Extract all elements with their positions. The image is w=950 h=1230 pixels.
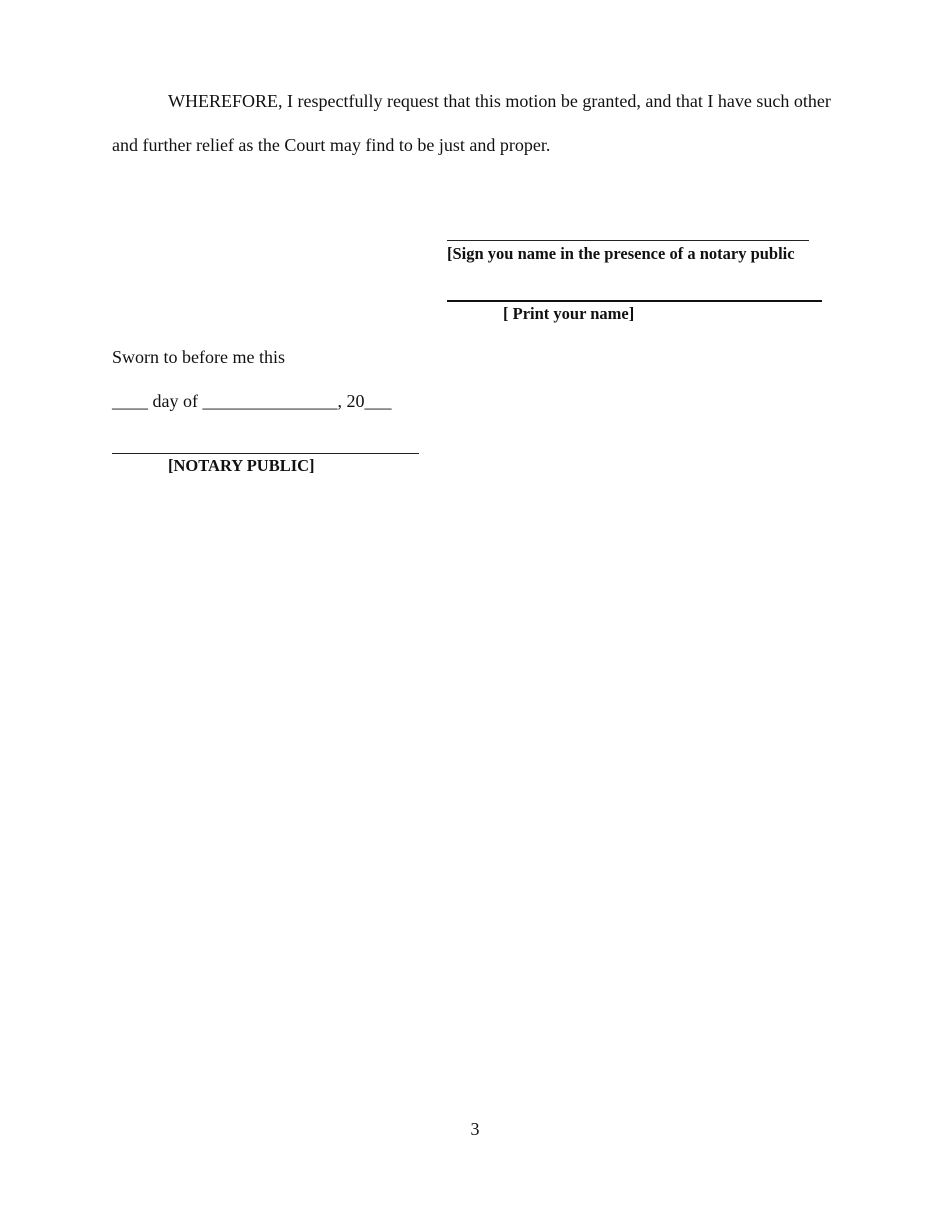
paragraph-line-1: WHEREFORE, I respectfully request that this motion be granted, and that I have such other (168, 91, 831, 111)
print-name-label: [ Print your name] (503, 304, 635, 323)
signature-line (447, 240, 809, 241)
sworn-text: Sworn to before me this (112, 347, 285, 367)
notary-public-label: [NOTARY PUBLIC] (168, 456, 315, 475)
print-name-line (447, 300, 822, 302)
date-line: ____ day of _______________, 20___ (112, 391, 392, 411)
page-number: 3 (470, 1119, 480, 1139)
notary-signature-line (112, 453, 419, 454)
sign-name-label: [Sign you name in the presence of a notary public (447, 244, 795, 263)
paragraph-line-2: and further relief as the Court may find to be just and proper. (112, 135, 551, 155)
